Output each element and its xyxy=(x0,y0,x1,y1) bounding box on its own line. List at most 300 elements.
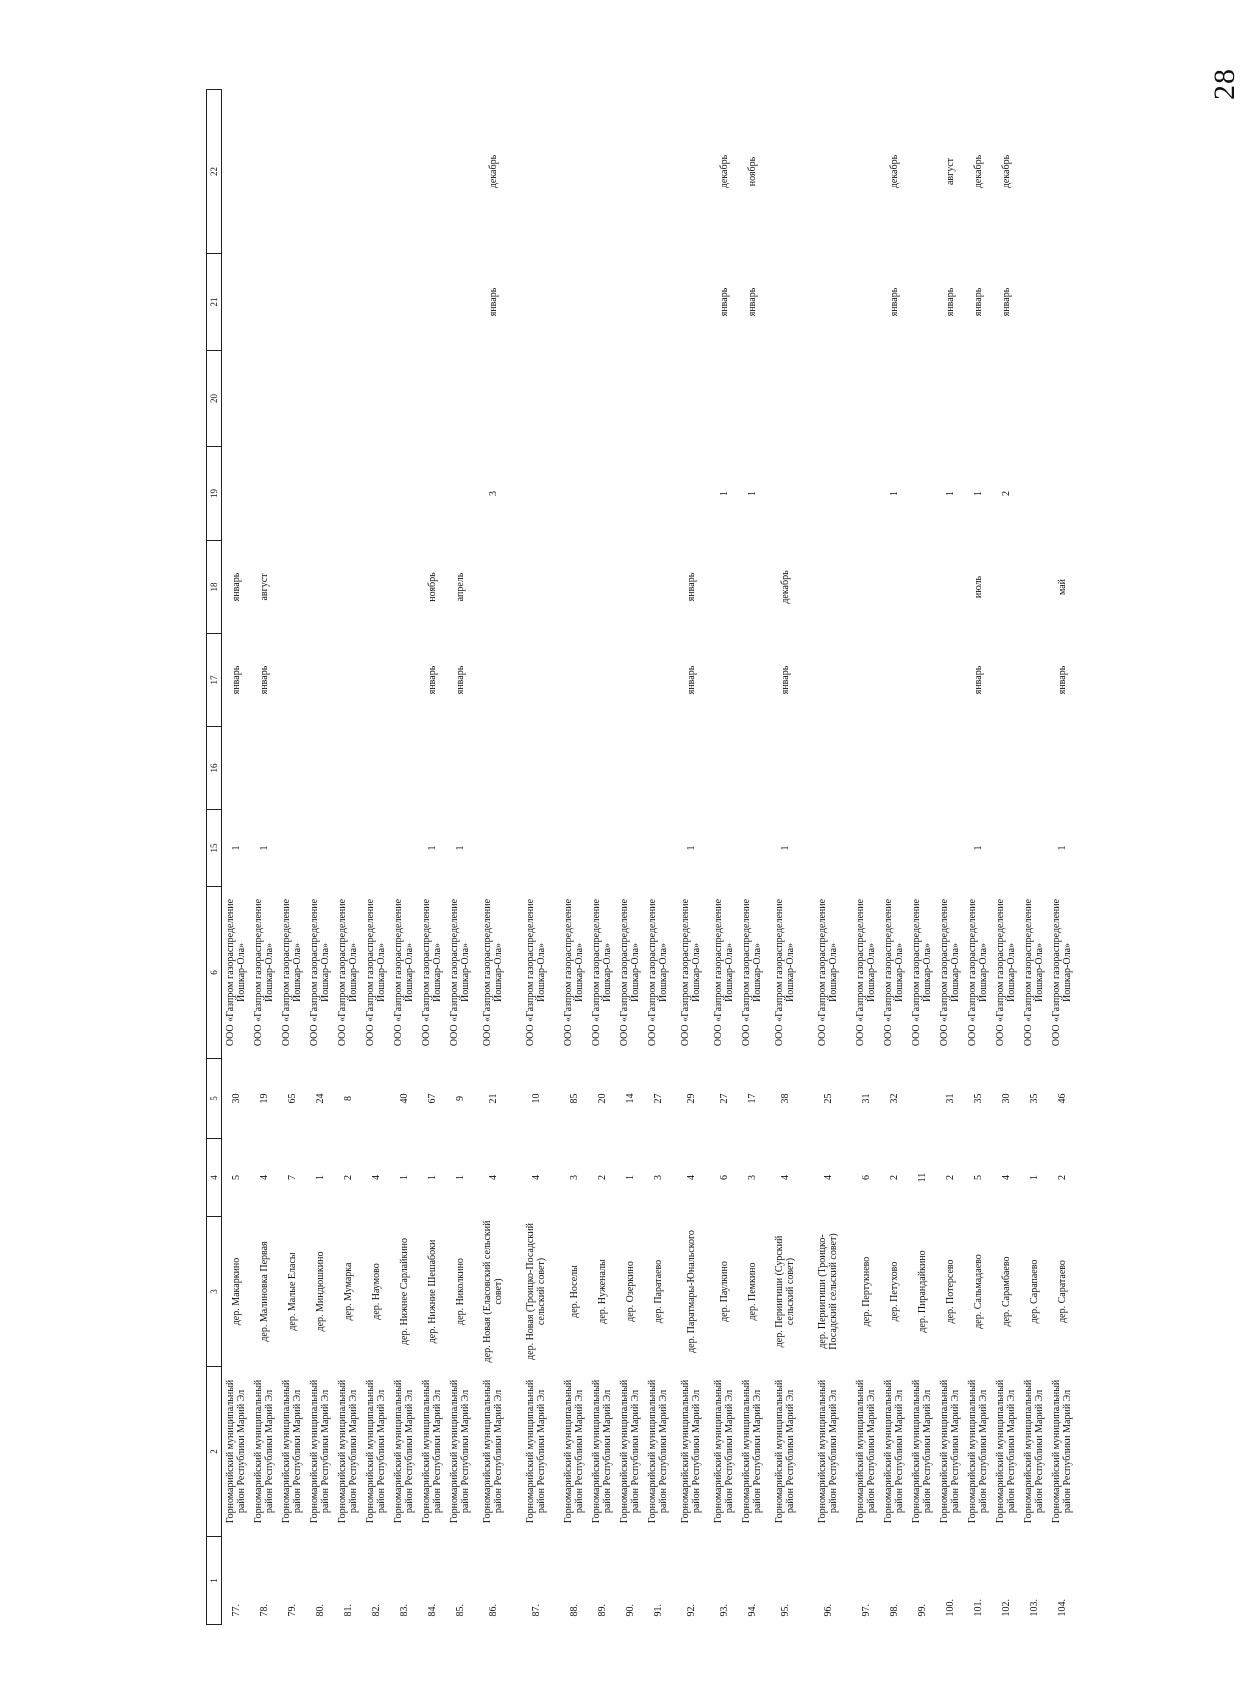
row-number: 104. xyxy=(1056,1599,1068,1617)
col21-cell xyxy=(804,254,852,351)
col21-cell: январь xyxy=(972,287,984,317)
col17-cell: январь xyxy=(258,665,270,695)
operator-cell: ООО «Газпром газораспределение Йошкар-Ола» xyxy=(967,898,989,1047)
table-row xyxy=(852,90,880,1625)
settlement-cell: дер. Пирандайкино xyxy=(916,1250,928,1333)
col4-cell: 1 xyxy=(426,1175,438,1180)
col19-cell: 3 xyxy=(487,491,499,496)
table-row xyxy=(560,90,588,1625)
col5-cell: 19 xyxy=(258,1093,270,1104)
col20-cell xyxy=(222,351,251,447)
col15-cell xyxy=(1020,810,1048,887)
col16-cell xyxy=(362,727,390,810)
col16-cell xyxy=(908,727,936,810)
col22-cell: декабрь xyxy=(888,154,900,189)
col22-cell xyxy=(250,90,278,254)
district-cell: Горномарийский муниципальный район Республики Марий Эл xyxy=(482,1379,504,1524)
col17-cell xyxy=(616,634,644,727)
col19-cell xyxy=(446,447,474,541)
col21-cell xyxy=(560,254,588,351)
col15-cell xyxy=(474,810,512,887)
col4-cell: 1 xyxy=(314,1175,326,1180)
col4-cell: 1 xyxy=(624,1175,636,1180)
col5-cell: 21 xyxy=(487,1093,499,1104)
operator-cell: ООО «Газпром газораспределение Йошкар-Ола» xyxy=(817,898,839,1047)
row-number: 82. xyxy=(370,1604,382,1617)
table-row xyxy=(992,90,1020,1625)
col19-cell xyxy=(222,447,251,541)
col4-cell: 1 xyxy=(398,1175,410,1180)
col16-cell xyxy=(852,727,880,810)
district-cell: Горномарийский муниципальный район Республики Марий Эл xyxy=(647,1379,669,1524)
table-row xyxy=(474,90,512,1625)
col19-cell xyxy=(616,447,644,541)
col16-cell xyxy=(278,727,306,810)
col19-cell xyxy=(250,447,278,541)
operator-cell: ООО «Газпром газораспределение Йошкар-Ола» xyxy=(939,898,961,1047)
col5-cell: 27 xyxy=(652,1093,664,1104)
col22-cell xyxy=(804,90,852,254)
district-cell: Горномарийский муниципальный район Республики Марий Эл xyxy=(713,1379,735,1524)
col19-cell: 1 xyxy=(888,491,900,496)
row-number: 90. xyxy=(624,1604,636,1617)
col16-cell xyxy=(738,727,766,810)
col22-cell xyxy=(418,90,446,254)
operator-cell: ООО «Газпром газораспределение Йошкар-Ола» xyxy=(563,898,585,1047)
col17-cell xyxy=(936,634,964,727)
row-number: 81. xyxy=(342,1604,354,1617)
district-cell: Горномарийский муниципальный район Республики Марий Эл xyxy=(525,1379,547,1524)
operator-cell: ООО «Газпром газораспределение Йошкар-Ола» xyxy=(225,898,247,1047)
column-header: 6 xyxy=(207,887,222,1059)
col17-cell: январь xyxy=(779,665,791,695)
column-header: 3 xyxy=(207,1217,222,1367)
col15-cell xyxy=(738,810,766,887)
col18-cell: август xyxy=(258,573,270,601)
col16-cell xyxy=(964,727,992,810)
operator-cell: ООО «Газпром газораспределение Йошкар-Ола» xyxy=(741,898,763,1047)
col21-cell xyxy=(512,254,560,351)
row-number: 84. xyxy=(426,1604,438,1617)
col16-cell xyxy=(560,727,588,810)
col5-cell: 67 xyxy=(426,1093,438,1104)
col17-cell xyxy=(852,634,880,727)
col22-cell xyxy=(222,90,251,254)
col16-cell xyxy=(474,727,512,810)
col15-cell: 1 xyxy=(426,845,438,851)
col20-cell xyxy=(512,351,560,447)
table-row xyxy=(306,90,334,1625)
col17-cell xyxy=(588,634,616,727)
row-number: 86. xyxy=(487,1604,499,1617)
col20-cell xyxy=(766,351,804,447)
operator-cell: ООО «Газпром газораспределение Йошкар-Ола» xyxy=(680,898,702,1047)
row-number: 88. xyxy=(568,1604,580,1617)
col15-cell xyxy=(804,810,852,887)
col5-cell: 65 xyxy=(286,1093,298,1104)
col20-cell xyxy=(474,351,512,447)
col15-cell xyxy=(710,810,738,887)
col4-cell: 2 xyxy=(944,1175,956,1180)
col18-cell: апрель xyxy=(454,572,466,602)
operator-cell: ООО «Газпром газораспределение Йошкар-Ола» xyxy=(855,898,877,1047)
col21-cell xyxy=(852,254,880,351)
col17-cell xyxy=(474,634,512,727)
row-number: 94. xyxy=(746,1604,758,1617)
operator-cell: ООО «Газпром газораспределение Йошкар-Ола» xyxy=(911,898,933,1047)
col16-cell xyxy=(936,727,964,810)
col4-cell: 1 xyxy=(1028,1175,1040,1180)
column-header: 15 xyxy=(207,810,222,887)
col17-cell xyxy=(306,634,334,727)
table-row xyxy=(418,90,446,1625)
settlement-cell: дер. Сальмадаево xyxy=(972,1254,984,1329)
col5-cell: 38 xyxy=(779,1093,791,1104)
col19-cell xyxy=(908,447,936,541)
table-row xyxy=(644,90,672,1625)
row-number: 99. xyxy=(916,1604,928,1617)
table-row xyxy=(880,90,908,1625)
district-cell: Горномарийский муниципальный район Республики Марий Эл xyxy=(995,1379,1017,1524)
col20-cell xyxy=(1020,351,1048,447)
col18-cell xyxy=(512,541,560,634)
col17-cell: январь xyxy=(1056,665,1068,695)
operator-cell: ООО «Газпром газораспределение Йошкар-Ола» xyxy=(525,898,547,1047)
col22-cell: август xyxy=(944,157,956,186)
col5-cell: 32 xyxy=(888,1093,900,1104)
district-cell: Горномарийский муниципальный район Республики Марий Эл xyxy=(365,1379,387,1524)
table-row xyxy=(710,90,738,1625)
col16-cell xyxy=(418,727,446,810)
table-row xyxy=(390,90,418,1625)
col15-cell xyxy=(278,810,306,887)
col17-cell xyxy=(278,634,306,727)
operator-cell: ООО «Газпром газораспределение Йошкар-Ола» xyxy=(281,898,303,1047)
settlement-cell: дер. Мумарка xyxy=(342,1262,354,1321)
col5-cell: 17 xyxy=(746,1093,758,1104)
col19-cell xyxy=(560,447,588,541)
col22-cell xyxy=(362,90,390,254)
col15-cell: 1 xyxy=(230,845,242,851)
operator-cell: ООО «Газпром газораспределение Йошкар-Ола» xyxy=(883,898,905,1047)
col21-cell xyxy=(418,254,446,351)
col4-cell: 5 xyxy=(972,1175,984,1180)
col4-cell: 4 xyxy=(1000,1175,1012,1180)
settlement-cell: дер. Озеркино xyxy=(624,1261,636,1322)
settlement-cell: дер. Нижнее Сарлайкино xyxy=(398,1237,410,1346)
settlement-cell: дер. Паулкино xyxy=(718,1261,730,1322)
col21-cell xyxy=(362,254,390,351)
col20-cell xyxy=(1048,351,1076,447)
col22-cell xyxy=(560,90,588,254)
col20-cell xyxy=(880,351,908,447)
row-number: 77. xyxy=(230,1604,242,1617)
col20-cell xyxy=(560,351,588,447)
col22-cell xyxy=(588,90,616,254)
table-row xyxy=(616,90,644,1625)
col4-cell: 4 xyxy=(779,1175,791,1180)
settlement-cell: дер. Пемкино xyxy=(746,1262,758,1321)
col22-cell xyxy=(1020,90,1048,254)
col22-cell: декабрь xyxy=(487,154,499,189)
table-row xyxy=(278,90,306,1625)
table-row xyxy=(766,90,804,1625)
operator-cell: ООО «Газпром газораспределение Йошкар-Ола» xyxy=(647,898,669,1047)
column-header: 1 xyxy=(207,1537,222,1625)
col21-cell: январь xyxy=(1000,287,1012,317)
col20-cell xyxy=(804,351,852,447)
row-number: 91. xyxy=(652,1604,664,1617)
col21-cell xyxy=(644,254,672,351)
district-cell: Горномарийский муниципальный район Республики Марий Эл xyxy=(774,1379,796,1524)
settlement-cell: дер. Паратаево xyxy=(652,1259,664,1324)
col22-cell xyxy=(908,90,936,254)
col18-cell xyxy=(936,541,964,634)
column-header: 20 xyxy=(207,351,222,447)
col15-cell xyxy=(852,810,880,887)
col17-cell: январь xyxy=(685,665,697,695)
col18-cell: январь xyxy=(230,572,242,602)
col19-cell xyxy=(390,447,418,541)
col22-cell: декабрь xyxy=(1000,154,1012,189)
row-number: 89. xyxy=(596,1604,608,1617)
col17-cell xyxy=(512,634,560,727)
col22-cell xyxy=(672,90,710,254)
col17-cell xyxy=(644,634,672,727)
col18-cell: январь xyxy=(685,572,697,602)
col20-cell xyxy=(616,351,644,447)
table-row xyxy=(588,90,616,1625)
col5-cell: 27 xyxy=(718,1093,730,1104)
col18-cell xyxy=(334,541,362,634)
col20-cell xyxy=(992,351,1020,447)
col5-cell: 9 xyxy=(454,1096,466,1101)
operator-cell: ООО «Газпром газораспределение Йошкар-Ола» xyxy=(393,898,415,1047)
col20-cell xyxy=(672,351,710,447)
col19-cell xyxy=(1020,447,1048,541)
row-number: 80. xyxy=(314,1604,326,1617)
district-cell: Горномарийский муниципальный район Республики Марий Эл xyxy=(939,1379,961,1524)
district-cell: Горномарийский муниципальный район Республики Марий Эл xyxy=(563,1379,585,1524)
col22-cell xyxy=(278,90,306,254)
row-number: 95. xyxy=(779,1604,791,1617)
col22-cell xyxy=(512,90,560,254)
col18-cell xyxy=(992,541,1020,634)
col5-cell: 20 xyxy=(596,1093,608,1104)
district-cell: Горномарийский муниципальный район Республики Марий Эл xyxy=(225,1379,247,1524)
col19-cell xyxy=(644,447,672,541)
col20-cell xyxy=(644,351,672,447)
operator-cell: ООО «Газпром газораспределение Йошкар-Ола» xyxy=(1023,898,1045,1047)
district-cell: Горномарийский муниципальный район Республики Марий Эл xyxy=(421,1379,443,1524)
district-cell: Горномарийский муниципальный район Республики Марий Эл xyxy=(911,1379,933,1524)
col4-cell: 2 xyxy=(596,1175,608,1180)
col5-cell: 10 xyxy=(530,1093,542,1104)
col18-cell xyxy=(852,541,880,634)
col17-cell xyxy=(880,634,908,727)
district-cell: Горномарийский муниципальный район Республики Марий Эл xyxy=(337,1379,359,1524)
col16-cell xyxy=(766,727,804,810)
col4-cell: 6 xyxy=(860,1175,872,1180)
col5-cell: 35 xyxy=(972,1093,984,1104)
row-number: 83. xyxy=(398,1604,410,1617)
col21-cell xyxy=(1048,254,1076,351)
col20-cell xyxy=(334,351,362,447)
col15-cell xyxy=(644,810,672,887)
col15-cell: 1 xyxy=(972,845,984,851)
operator-cell: ООО «Газпром газораспределение Йошкар-Ола» xyxy=(309,898,331,1047)
col19-cell: 1 xyxy=(944,491,956,496)
column-header: 22 xyxy=(207,90,222,254)
col21-cell xyxy=(390,254,418,351)
col19-cell xyxy=(512,447,560,541)
col5-cell: 85 xyxy=(568,1093,580,1104)
row-number: 103. xyxy=(1028,1599,1040,1617)
row-number: 97. xyxy=(860,1604,872,1617)
col4-cell: 4 xyxy=(530,1175,542,1180)
col5-cell: 31 xyxy=(944,1093,956,1104)
district-cell: Горномарийский муниципальный район Республики Марий Эл xyxy=(883,1379,905,1524)
col18-cell: май xyxy=(1056,578,1068,596)
col5-cell xyxy=(362,1059,390,1139)
col21-cell xyxy=(616,254,644,351)
col17-cell xyxy=(560,634,588,727)
col17-cell: январь xyxy=(454,665,466,695)
operator-cell: ООО «Газпром газораспределение Йошкар-Ола» xyxy=(713,898,735,1047)
col20-cell xyxy=(710,351,738,447)
col5-cell xyxy=(908,1059,936,1139)
page-number: 28 xyxy=(1208,68,1241,100)
settlement-cell: дер. Потерсево xyxy=(944,1259,956,1324)
col18-cell xyxy=(588,541,616,634)
col18-cell xyxy=(1020,541,1048,634)
table-row xyxy=(804,90,852,1625)
col21-cell xyxy=(1020,254,1048,351)
header-row xyxy=(207,90,222,1625)
col16-cell xyxy=(992,727,1020,810)
col21-cell xyxy=(306,254,334,351)
col22-cell xyxy=(390,90,418,254)
col22-cell xyxy=(766,90,804,254)
col21-cell: январь xyxy=(718,287,730,317)
col5-cell: 40 xyxy=(398,1093,410,1104)
table-row xyxy=(1020,90,1048,1625)
col5-cell: 14 xyxy=(624,1093,636,1104)
operator-cell: ООО «Газпром газораспределение Йошкар-Ола» xyxy=(337,898,359,1047)
col4-cell: 4 xyxy=(487,1175,499,1180)
col20-cell xyxy=(588,351,616,447)
col20-cell xyxy=(908,351,936,447)
col16-cell xyxy=(710,727,738,810)
district-cell: Горномарийский муниципальный район Республики Марий Эл xyxy=(741,1379,763,1524)
col4-cell: 4 xyxy=(822,1175,834,1180)
col4-cell: 3 xyxy=(568,1175,580,1180)
col4-cell: 3 xyxy=(652,1175,664,1180)
col19-cell xyxy=(362,447,390,541)
col5-cell: 24 xyxy=(314,1093,326,1104)
col4-cell: 2 xyxy=(888,1175,900,1180)
table-row xyxy=(964,90,992,1625)
col16-cell xyxy=(588,727,616,810)
col19-cell xyxy=(1048,447,1076,541)
col16-cell xyxy=(512,727,560,810)
row-number: 78. xyxy=(258,1604,270,1617)
col22-cell xyxy=(446,90,474,254)
col17-cell xyxy=(1020,634,1048,727)
col15-cell xyxy=(992,810,1020,887)
column-header: 2 xyxy=(207,1367,222,1537)
district-cell: Горномарийский муниципальный район Республики Марий Эл xyxy=(817,1379,839,1524)
row-number: 101. xyxy=(972,1599,984,1617)
settlement-cell: дер. Петухово xyxy=(888,1261,900,1322)
column-header: 5 xyxy=(207,1059,222,1139)
table-row xyxy=(1048,90,1076,1625)
col16-cell xyxy=(1048,727,1076,810)
col17-cell xyxy=(334,634,362,727)
district-cell: Горномарийский муниципальный район Республики Марий Эл xyxy=(591,1379,613,1524)
col15-cell xyxy=(936,810,964,887)
district-cell: Горномарийский муниципальный район Республики Марий Эл xyxy=(449,1379,471,1524)
operator-cell: ООО «Газпром газораспределение Йошкар-Ола» xyxy=(995,898,1017,1047)
col16-cell xyxy=(250,727,278,810)
settlement-cell: дер. Нижние Шешабоки xyxy=(426,1239,438,1344)
col15-cell xyxy=(880,810,908,887)
col18-cell xyxy=(908,541,936,634)
row-number: 98. xyxy=(888,1604,900,1617)
col15-cell xyxy=(334,810,362,887)
operator-cell: ООО «Газпром газораспределение Йошкар-Ола» xyxy=(365,898,387,1047)
col18-cell: июль xyxy=(972,575,984,599)
col21-cell: январь xyxy=(746,287,758,317)
col21-cell xyxy=(908,254,936,351)
settlement-cell: дер. Паратмары-Юнальского xyxy=(685,1230,697,1353)
col17-cell xyxy=(390,634,418,727)
col15-cell xyxy=(588,810,616,887)
col19-cell xyxy=(334,447,362,541)
col20-cell xyxy=(936,351,964,447)
col19-cell xyxy=(766,447,804,541)
col5-cell: 8 xyxy=(342,1096,354,1101)
col4-cell: 1 xyxy=(454,1175,466,1180)
col4-cell: 4 xyxy=(685,1175,697,1180)
col22-cell xyxy=(616,90,644,254)
col18-cell xyxy=(738,541,766,634)
col18-cell xyxy=(616,541,644,634)
col15-cell: 1 xyxy=(779,845,791,851)
col22-cell: декабрь xyxy=(718,154,730,189)
settlement-cell: дер. Наумово xyxy=(370,1263,382,1320)
table-row xyxy=(512,90,560,1625)
col19-cell: 1 xyxy=(746,491,758,496)
col18-cell xyxy=(880,541,908,634)
col5-cell: 29 xyxy=(685,1093,697,1104)
col22-cell xyxy=(334,90,362,254)
col18-cell xyxy=(644,541,672,634)
operator-cell: ООО «Газпром газораспределение Йошкар-Ола» xyxy=(591,898,613,1047)
table-row xyxy=(936,90,964,1625)
col16-cell xyxy=(306,727,334,810)
col20-cell xyxy=(964,351,992,447)
col16-cell xyxy=(334,727,362,810)
table-row xyxy=(738,90,766,1625)
col16-cell xyxy=(672,727,710,810)
col20-cell xyxy=(418,351,446,447)
col21-cell xyxy=(588,254,616,351)
settlement-cell: дер. Сарапаево xyxy=(1028,1259,1040,1324)
settlement-cell: дер. Малиновка Первая xyxy=(258,1241,270,1342)
col18-cell xyxy=(710,541,738,634)
col4-cell: 2 xyxy=(1056,1175,1068,1180)
